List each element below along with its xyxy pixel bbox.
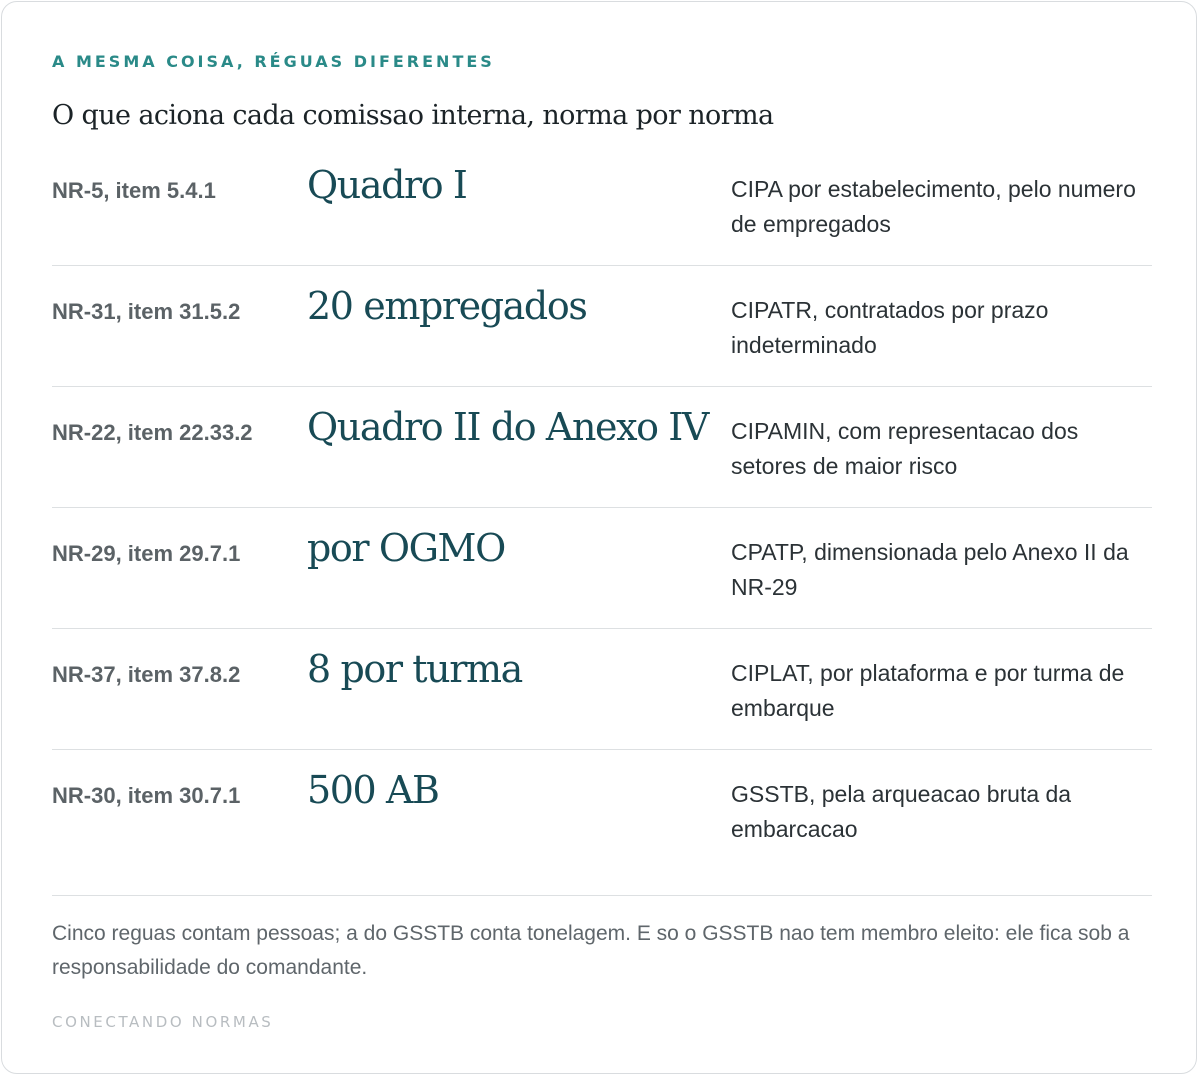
norm-reference: NR-30, item 30.7.1 [52, 783, 241, 808]
list-item [52, 508, 1152, 629]
rows-list [52, 145, 1152, 896]
trigger-value: Quadro I [307, 163, 467, 207]
norm-reference: NR-5, item 5.4.1 [52, 178, 216, 203]
list-item [52, 266, 1152, 387]
committee-description: CIPLAT, por plataforma e por turma de embarque [731, 660, 1125, 721]
committee-description: CPATP, dimensionada pelo Anexo II da NR-29 [731, 539, 1129, 600]
list-item [52, 629, 1152, 750]
comparison-card [1, 1, 1197, 1074]
trigger-value: 8 por turma [307, 647, 522, 691]
eyebrow: A MESMA COISA, RÉGUAS DIFERENTES [52, 52, 495, 71]
norm-reference: NR-22, item 22.33.2 [52, 420, 253, 445]
footer-brand: CONECTANDO NORMAS [52, 1013, 274, 1031]
trigger-value: por OGMO [307, 526, 505, 570]
committee-description: CIPA por estabelecimento, pelo numero de empregados [731, 176, 1136, 237]
committee-description: GSSTB, pela arqueacao bruta da embarcacao [731, 781, 1072, 842]
list-item [52, 145, 1152, 266]
norm-reference: NR-31, item 31.5.2 [52, 299, 241, 324]
norm-reference: NR-37, item 37.8.2 [52, 662, 241, 687]
trigger-value: 500 AB [307, 768, 439, 812]
list-item [52, 750, 1152, 896]
committee-description: CIPATR, contratados por prazo indeterminado [731, 297, 1049, 358]
card-title: O que aciona cada comissao interna, norma por norma [52, 100, 774, 131]
list-item [52, 387, 1152, 508]
committee-description: CIPAMIN, com representacao dos setores de maior risco [731, 418, 1079, 479]
trigger-value: 20 empregados [307, 284, 587, 328]
trigger-value: Quadro II do Anexo IV [307, 405, 708, 449]
footnote: Cinco reguas contam pessoas; a do GSSTB conta tonelagem. E so o GSSTB nao tem membro eleito: ele fica sob a responsabilidade do comandante. [52, 922, 1130, 979]
norm-reference: NR-29, item 29.7.1 [52, 541, 241, 566]
